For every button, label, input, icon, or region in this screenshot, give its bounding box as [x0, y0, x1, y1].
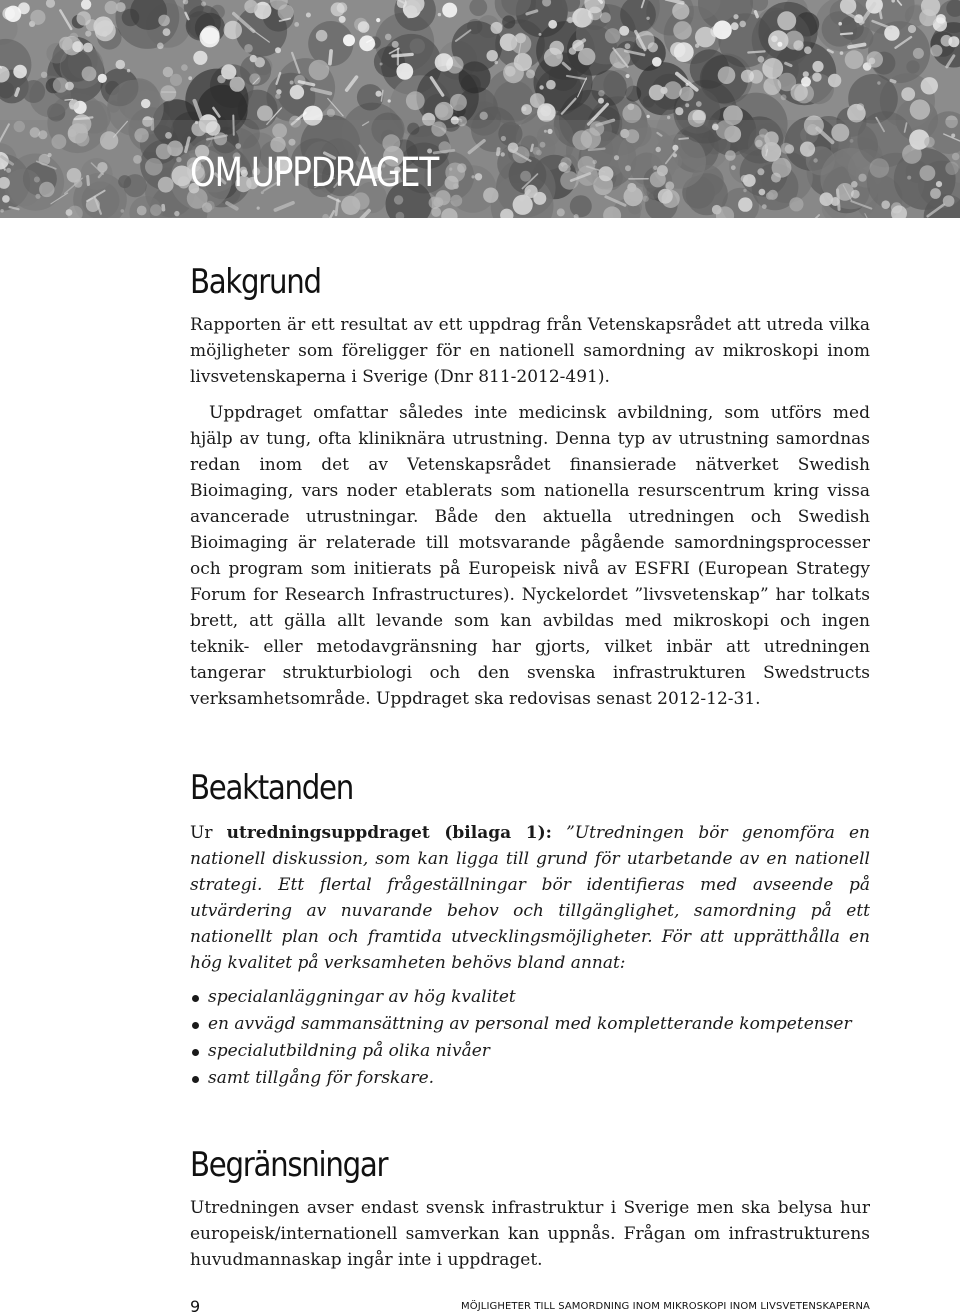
- section-heading-bakgrund: Bakgrund: [190, 262, 321, 302]
- header-banner: [0, 0, 960, 218]
- section-heading-beaktanden: Beaktanden: [190, 768, 353, 808]
- list-item: samt tillgång för forskare.: [190, 1065, 870, 1092]
- list-item: en avvägd sammansättning av personal med kompletterande kompetenser: [190, 1011, 870, 1038]
- section-bakgrund: [190, 262, 870, 712]
- running-title: MÖJLIGHETER TILL SAMORDNING INOM MIKROSKOPI INOM LIVSVETENSKAPERNA: [461, 1301, 870, 1312]
- beaktanden-intro: Ur: [190, 823, 227, 843]
- begransningar-paragraph: Utredningen avser endast svensk infrastruktur i Sverige men ska belysa hur europeisk/internationell samverkan kan uppnås. Frågan om infrastrukturens huvudmannaskap ingår inte i uppdraget.: [190, 1198, 870, 1270]
- chapter-title: OM UPPDRAGET: [190, 150, 439, 196]
- microscopy-texture-image: [0, 0, 960, 218]
- beaktanden-bullet-list: [190, 984, 870, 1092]
- bakgrund-paragraph-1: Rapporten är ett resultat av ett uppdrag från Vetenskapsrådet att utreda vilka möjligheter som föreligger för en nationell samordning av mikroskopi inom livsvetenskaperna i Sverige (Dnr 811-2012-491).: [190, 315, 870, 387]
- section-begransningar: [190, 1145, 870, 1273]
- page-number: 9: [190, 1297, 201, 1316]
- beaktanden-quote: ”Utredningen bör genomföra en nationell diskussion, som kan ligga till grund för utarbetande av en nationell strategi. Ett flertal frågeställningar bör identifieras med avseende på utvärdering av nuvarande behov och tillgänglighet, samordning på ett nationellt plan och framtida utvecklingsmöjligheter. För att upprätthålla en hög kvalitet på verksamheten behövs bland annat:: [190, 823, 870, 973]
- beaktanden-source-reference: utredningsuppdraget (bilaga 1):: [226, 823, 552, 843]
- list-item: specialanläggningar av hög kvalitet: [190, 984, 870, 1011]
- beaktanden-paragraph: [190, 820, 870, 976]
- section-heading-begransningar: Begränsningar: [190, 1145, 388, 1185]
- bakgrund-paragraph-2: Uppdraget omfattar således inte medicinsk avbildning, som utförs med hjälp av tung, ofta kliniknära utrustning. Denna typ av utrustning samordnas redan inom det av Vetenskapsrådet finansierade nätverket Swedish Bioimaging, vars noder etablerats som nationella resurscentrum kring vissa avancerade utrustningar. Både den aktuella utredningen och Swedish Bioimaging är relaterade till motsvarande pågående samordningsprocesser och program som initierats på Europeisk nivå av ESFRI (European Strategy Forum for Research Infrastructures). Nyckelordet ”livsvetenskap” har tolkats brett, att gälla allt levande som kan avbildas med mikroskopi och ingen teknik- eller metodavgränsning har gjorts, vilket inbär att utredningen tangerar strukturbiologi och den svenska infrastrukturen Swedstructs verksamhetsområde. Uppdraget ska redovisas senast 2012-12-31.: [190, 403, 870, 709]
- list-item: specialutbildning på olika nivåer: [190, 1038, 870, 1065]
- section-beaktanden: [190, 768, 870, 1092]
